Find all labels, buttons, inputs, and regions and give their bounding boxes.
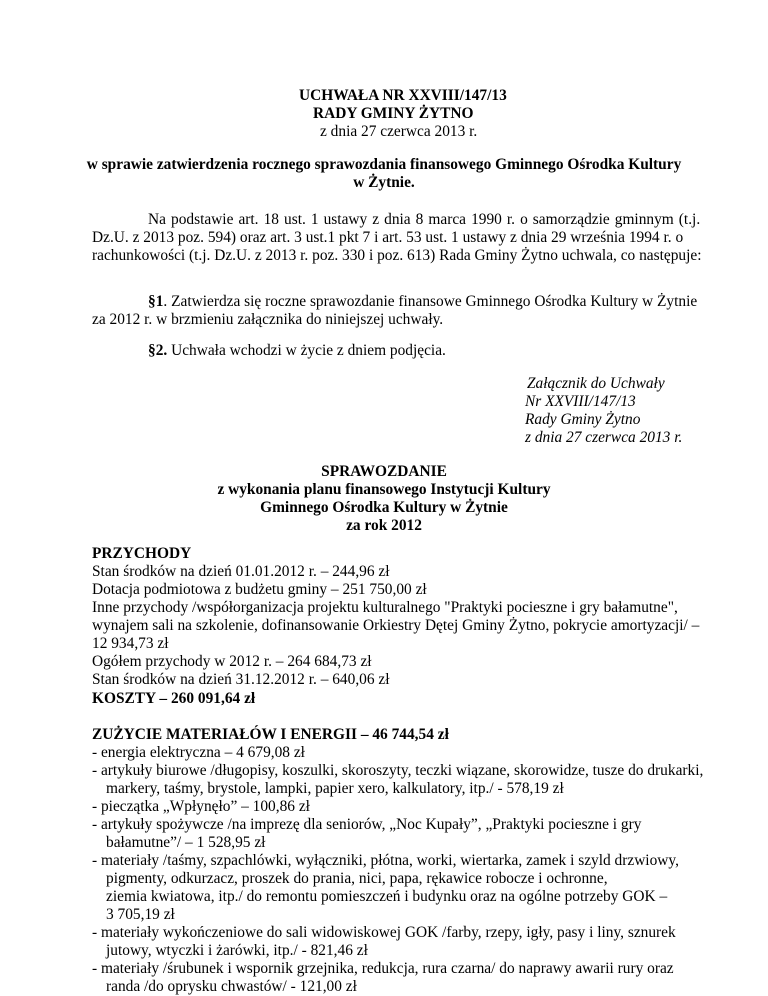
list-item: - artykuły spożywcze /na imprezę dla seniorów, „Noc Kupały”, „Praktyki pocieszne i gry — [92, 816, 642, 833]
paragraph-1 — [92, 293, 712, 329]
report-title-line-3: Gminnego Ośrodka Kultury w Żytnie — [260, 499, 508, 516]
list-item-continuation: randa /do oprysku chwastów/ - 121,00 zł — [106, 978, 357, 995]
list-item-continuation: pigmenty, odkurzacz, proszek do prania, nici, papa, rękawice robocze i ochronne, — [106, 870, 608, 887]
paragraph-2-text: Uchwała wchodzi w życie z dniem podjęcia. — [167, 342, 446, 359]
resolution-number: UCHWAŁA NR XXVIII/147/13 — [299, 87, 507, 104]
list-item-continuation: ziemia kwiatowa, itp./ do remontu pomieszczeń i budynku oraz na ogólne potrzeby GOK – — [106, 888, 668, 905]
list-item: - materiały /taśmy, szpachlówki, wyłączniki, płótna, worki, wiertarka, zamek i szyld drzwiowy, — [92, 852, 679, 869]
income-line-3: Inne przychody /współorganizacja projektu kulturalnego "Praktyki pocieszne i gry bałamutne", — [92, 599, 678, 616]
materials-heading: ZUŻYCIE MATERIAŁÓW I ENERGII – 46 744,54 zł — [92, 726, 449, 743]
paragraph-1-label: §1 — [148, 293, 164, 310]
list-item-continuation: markery, taśmy, brystole, lampki, papier xero, kalkulatory, itp./ - 578,19 zł — [106, 780, 564, 797]
income-section — [92, 545, 722, 689]
paragraph-2 — [148, 342, 708, 360]
annex-line-3: Rady Gminy Żytno — [525, 411, 641, 428]
basis-line-3: rachunkowości (t.j. Dz.U. z 2013 r. poz. 330 i poz. 613) Rada Gminy Żytno uchwala, co następuje: — [92, 247, 702, 264]
resolution-subject — [84, 156, 684, 192]
report-title — [84, 463, 684, 535]
legal-basis — [92, 211, 712, 265]
income-line-7: Stan środków na dzień 31.12.2012 r. – 640,06 zł — [92, 671, 390, 688]
report-title-line-2: z wykonania planu finansowego Instytucji Kultury — [217, 481, 551, 498]
income-line-4: wynajem sali na szkolenie, dofinansowanie Orkiestry Dętej Gminy Żytno, pokrycie amortyzacji/ – — [92, 617, 700, 634]
basis-line-1: Na podstawie art. 18 ust. 1 ustawy z dnia 8 marca 1990 r. o samorządzie gminnym (t.j. — [148, 211, 701, 228]
annex-line-1: Załącznik do Uchwały — [527, 375, 665, 392]
basis-line-2: Dz.U. z 2013 poz. 594) oraz art. 3 ust.1 pkt 7 i art. 53 ust. 1 ustawy z dnia 29 września 1994 r. o — [92, 229, 684, 246]
report-title-line-1: SPRAWOZDANIE — [321, 463, 447, 480]
annex-line-4: z dnia 27 czerwca 2013 r. — [525, 429, 683, 446]
resolution-date: z dnia 27 czerwca 2013 r. — [320, 123, 478, 140]
paragraph-2-label: §2. — [148, 342, 168, 359]
list-item-continuation: 3 705,19 zł — [106, 906, 175, 923]
report-title-line-4: za rok 2012 — [346, 517, 422, 534]
income-heading: PRZYCHODY — [92, 545, 192, 562]
annex-note — [525, 375, 755, 447]
resolution-header — [299, 87, 559, 123]
costs-heading: KOSZTY – 260 091,64 zł — [92, 690, 256, 707]
paragraph-1-text: . Zatwierdza się roczne sprawozdanie finansowe Gminnego Ośrodka Kultury w Żytnie — [163, 293, 698, 310]
income-line-5: 12 934,73 zł — [92, 635, 169, 652]
list-item: - materiały wykończeniowe do sali widowiskowej GOK /farby, rzepy, igły, pasy i liny, sznurek — [92, 924, 676, 941]
annex-line-2: Nr XXVIII/147/13 — [525, 393, 636, 410]
income-line-6: Ogółem przychody w 2012 r. – 264 684,73 zł — [92, 653, 372, 670]
list-item: - artykuły biurowe /długopisy, koszulki, skoroszyty, teczki wiązane, skorowidze, tusze do drukarki, — [92, 762, 704, 779]
income-line-2: Dotacja podmiotowa z budżetu gminy – 251 750,00 zł — [92, 581, 427, 598]
materials-section — [92, 726, 722, 996]
list-item: - materiały /śrubunek i wspornik grzejnika, redukcja, rura czarna/ do naprawy awarii rury oraz — [92, 960, 674, 977]
subject-line-2: w Żytnie. — [353, 174, 415, 191]
income-line-1: Stan środków na dzień 01.01.2012 r. – 244,96 zł — [92, 563, 390, 580]
list-item-continuation: bałamutne”/ – 1 528,95 zł — [106, 834, 266, 851]
subject-line-1: w sprawie zatwierdzenia rocznego sprawozdania finansowego Gminnego Ośrodka Kultury — [86, 156, 682, 173]
list-item: - pieczątka „Wpłynęło” – 100,86 zł — [92, 798, 310, 815]
paragraph-1-line-2: za 2012 r. w brzmieniu załącznika do niniejszej uchwały. — [92, 311, 444, 328]
list-item-continuation: jutowy, wtyczki i żarówki, itp./ - 821,46 zł — [106, 942, 368, 959]
list-item: - energia elektryczna – 4 679,08 zł — [92, 744, 305, 761]
council-name: RADY GMINY ŻYTNO — [313, 105, 474, 122]
